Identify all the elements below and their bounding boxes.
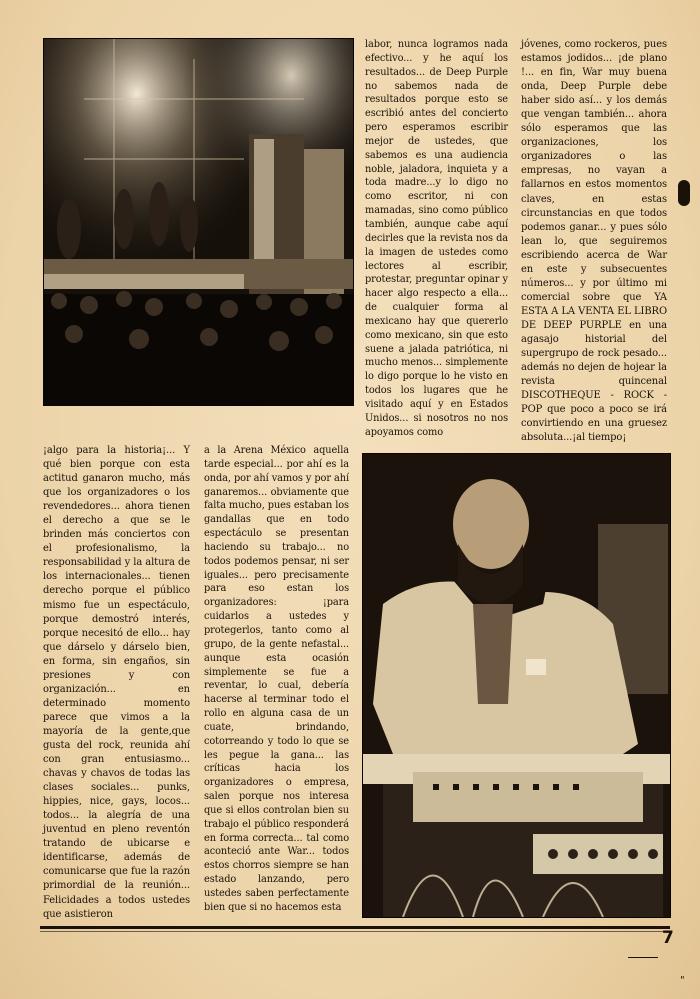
article-text: jóvenes, como rockeros, pues estamos jodidos... ¡de plano !... en fin, War muy buena onda, Deep Purple debe haber sido así... y los demás que vengan también... ahora sólo esperamos que las organizaciones, los organizadores o las empresas, no vayan a fallarnos en estos momentos claves, en estas circunstancias en que todos podemos ganar... y pues sólo lean lo, que seguiremos escribiendo acerca de War en este y subsecuentes números... y por último mi comercial sobre que YA ESTA A LA VENTA EL LIBRO DE DEEP PURPLE en una agasajo historial del supergrupo de rock pesado... además no dejen de hojear la revista quincenal DISCOTHEQUE - ROCK - POP que poco a poco se irá convirtiendo en una gruesez absoluta...¡al tiempo¡ bbox=[521, 39, 667, 444]
text-column-bottom-left bbox=[43, 444, 190, 922]
article-text: ¡algo para la historia¡... Y qué bien porque con esta actitud ganaron mucho, más que los organizadores o los revendedores... ahora tienen el derecho a que se le brinden más conciertos con el profesionalismo, la responsabilidad y la altura de los internacionales... tienen derecho porque el público mismo fue un espectáculo, porque demostró interés, porque necesitó de ello... hay que dárselo y dárselo bien, en forma, sin engaños, sin presiones y con organización... en determinado momento parece que vimos a la mayoría de la gente,que gusta del rock, reunida ahí con gran entusiasmo... chavas y chavos de todas las clases sociales... punks, hippies, nice, gays, locos... todos... la alegría de una juventud en pleno reventón tratando de ubicarse e identificarse, además de comunicarse que fue la razón primordial de la reunión... Felicidades a todos ustedes que asistieron bbox=[43, 445, 190, 920]
ink-blot bbox=[678, 180, 690, 206]
article-text: labor, nunca logramos nada efectivo... y he aquí los resultados... de Deep Purple no sabemos nada de resultados porque esto se escribió antes del concierto pero esperamos escribir mejor de ustedes, que sabemos es una audiencia noble, jaladora, inquieta y a toda madre...y lo digo no como escritor, ni con mamadas, sino como público también, aunque cabe aquí decirles que la revista nos da la imagen de ustedes como lectores al escribir, protestar, preguntar opinar y hacer algo respecto a ella... de cualquier forma al mexicano hay que quererlo como mexicano, sin que esto suene a jalada patriótica, ni mucho menos... simplemente lo digo porque lo he visto en todos los lugares que he visitado aquí y en Estados Unidos... si nosotros no nos apoyamos como bbox=[365, 39, 508, 438]
corner-mark: " bbox=[680, 975, 685, 986]
page-number-underline bbox=[628, 957, 658, 958]
page-number: 7 bbox=[662, 928, 674, 948]
text-column-top-right bbox=[521, 38, 667, 448]
concert-stage-photo bbox=[43, 38, 354, 406]
footer-rule bbox=[40, 926, 670, 929]
article-text: a la Arena México aquella tarde especial... por ahí es la onda, por ahí vamos y por ahí ganaremos... obviamente que falta mucho, pues estaban los gandallas que en todo espectáculo se presentan haciendo su trabajo... no todos podemos pensar, ni ser iguales... pero precisamente para eso estan los organizadores: ¡para cuidarlos a ustedes y protegerlos, tanto como al grupo, de la gente nefastal... aunque esta ocasión simplemente se fue a reventar, lo cual, debería hacerse al terminar todo el rollo en alguna casa de un cuate, brindando, cotorreando y todo lo que se les pegue la gana... las críticas hacia los organizadores o empresa, salen porque nos interesa que si ellos controlan bien su trabajo el público responderá en forma correcta... tal como aconteció ante War... todos estos chorros siempre se han estado lanzando, pero ustedes saben perfectamente bien que si no hacemos esta bbox=[204, 445, 349, 913]
footer-rule-thin bbox=[40, 931, 670, 932]
text-column-bottom-middle bbox=[204, 444, 349, 922]
text-column-top-middle bbox=[365, 38, 508, 448]
keyboardist-photo bbox=[362, 453, 671, 918]
